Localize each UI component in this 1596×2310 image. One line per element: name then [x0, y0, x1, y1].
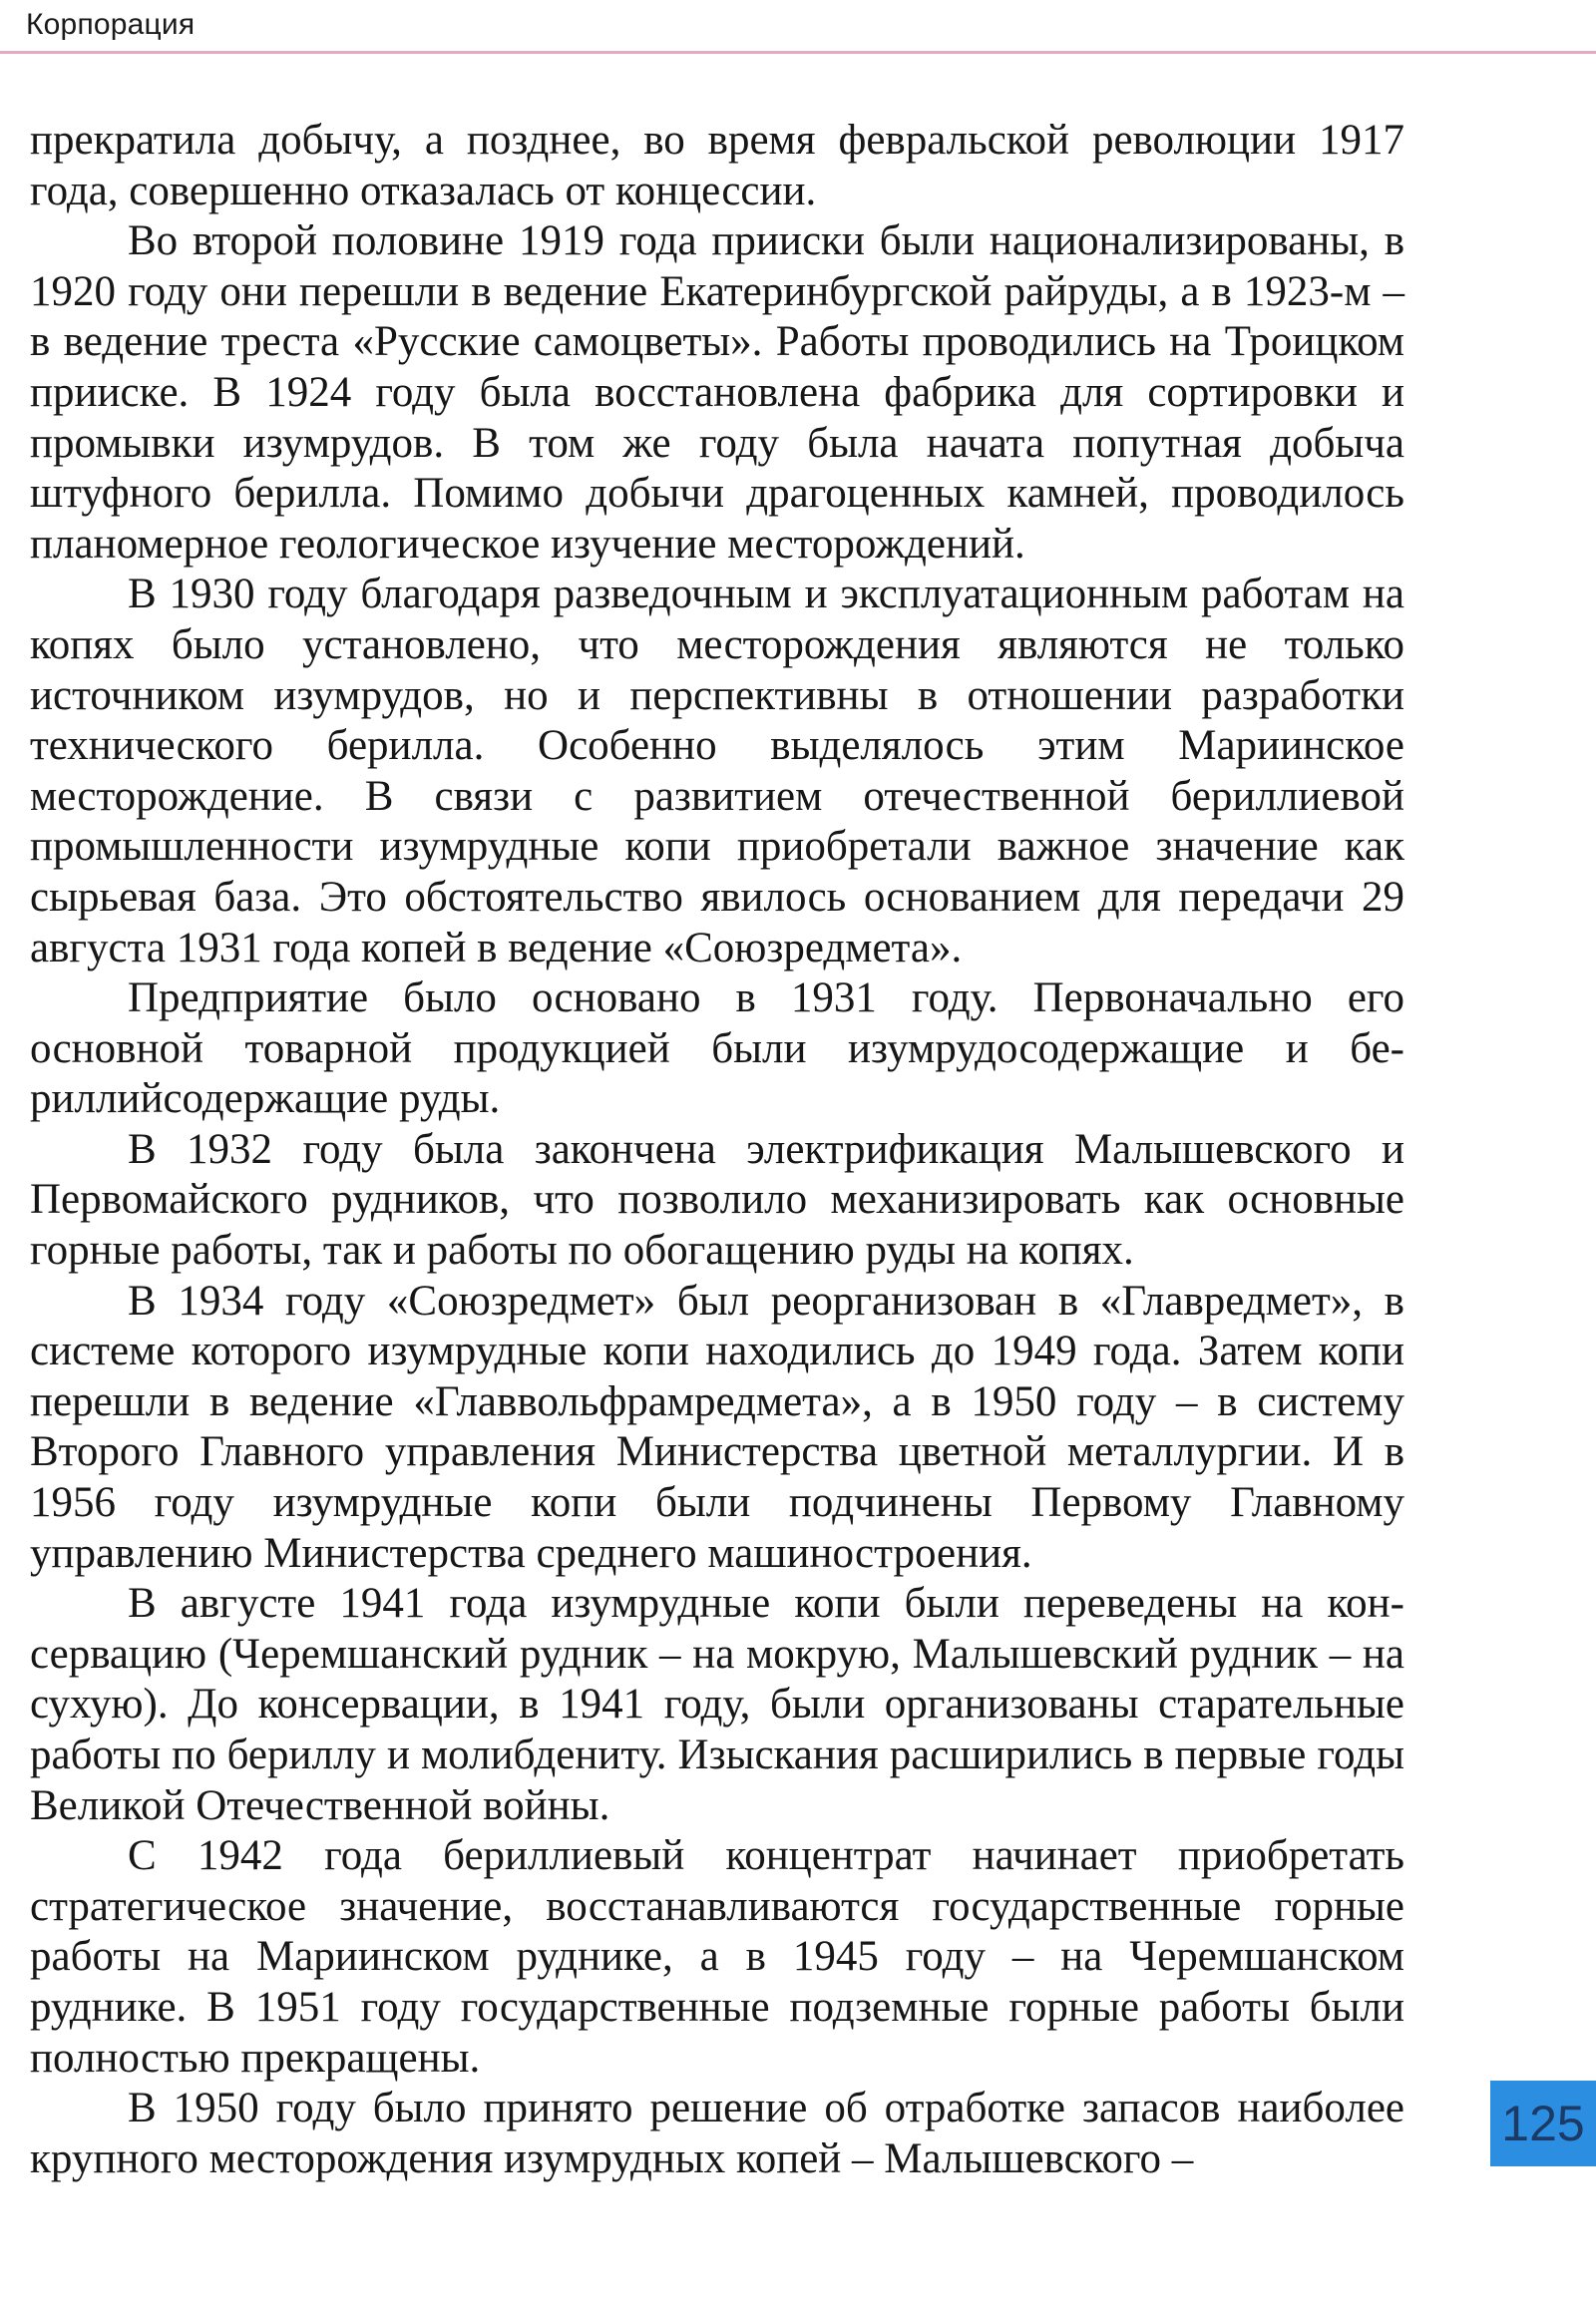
article-body	[30, 116, 1404, 2184]
paragraph: В августе 1941 года изумрудные копи были переведены на консервацию (Черемшанский рудник – на мокрую, Малышевский рудник – на сухую). До консервации, в 1941 году, были организованы старательные работы по бериллу и молибдениту. Изыскания расширились в первые годы Великой Отечественной войны.	[30, 1580, 1404, 1829]
header-divider	[0, 51, 1596, 54]
page-number-tab	[1490, 2081, 1596, 2166]
paragraph: Во второй половине 1919 года прииски были национализированы, в 1920 году они перешли в ведение Екатеринбургской райруды, а в 1923-м – в ведение треста «Русские самоцветы». Работы проводились на Троицком прииске. В 1924 году была восстановлена фабрика для сортировки и промывки изумрудов. В том же году была начата попутная добыча штуфного берилла. Помимо добычи драгоценных камней, проводилось планомерное геологическое изучение месторождений.	[30, 217, 1404, 568]
page-header	[0, 0, 1596, 54]
section-title: Корпорация	[26, 8, 196, 41]
paragraph: С 1942 года бериллиевый концентрат начинает приобретать стратегическое значение, восстанавливаются государственные горные работы на Мариинском руднике, а в 1945 году – на Черемшанском руднике. В 1951 году государственные подземные горные работы были полностью прекращены.	[30, 1832, 1404, 2082]
paragraph: В 1930 году благодаря разведочным и эксплуатационным работам на копях было установлено, что месторождения являются не только источником изумрудов, но и перспективны в отношении разработки технического берилла. Особенно выделялось этим Мариинское месторождение. В связи с развитием отечественной бериллиевой промышленности изумрудные копи приобретали важное значение как сырьевая база. Это обстоятельство явилось основанием для передачи 29 августа 1931 года копей в ведение «Союзредмета».	[30, 571, 1404, 971]
paragraph: В 1934 году «Союзредмет» был реорганизован в «Главредмет», в системе которого изумрудные копи находились до 1949 года. Затем копи перешли в ведение «Главвольфрамредмета», а в 1950 году – в систему Второго Главного управления Министерства цветной металлургии. И в 1956 году изумрудные копи были подчинены Первому Главному управлению Министерства среднего машиностроения.	[30, 1277, 1404, 1577]
paragraph: прекратила добычу, а позднее, во время февральской революции 1917 года, совершенно отказалась от концессии.	[30, 117, 1404, 214]
paragraph: Предприятие было основано в 1931 году. Первоначально его основной товарной продукцией были изумрудосодержащие и бериллийсодержащие руды.	[30, 974, 1404, 1123]
paragraph: В 1950 году было принято решение об отработке запасов наиболее крупного месторождения изумрудных копей – Малышевского –	[30, 2085, 1404, 2182]
paragraph: В 1932 году была закончена электрификация Малышевского и Первомайского рудников, что позволило механизировать как основные горные работы, так и работы по обогащению руды на копях.	[30, 1125, 1404, 1275]
page-number: 125	[1501, 2096, 1585, 2151]
